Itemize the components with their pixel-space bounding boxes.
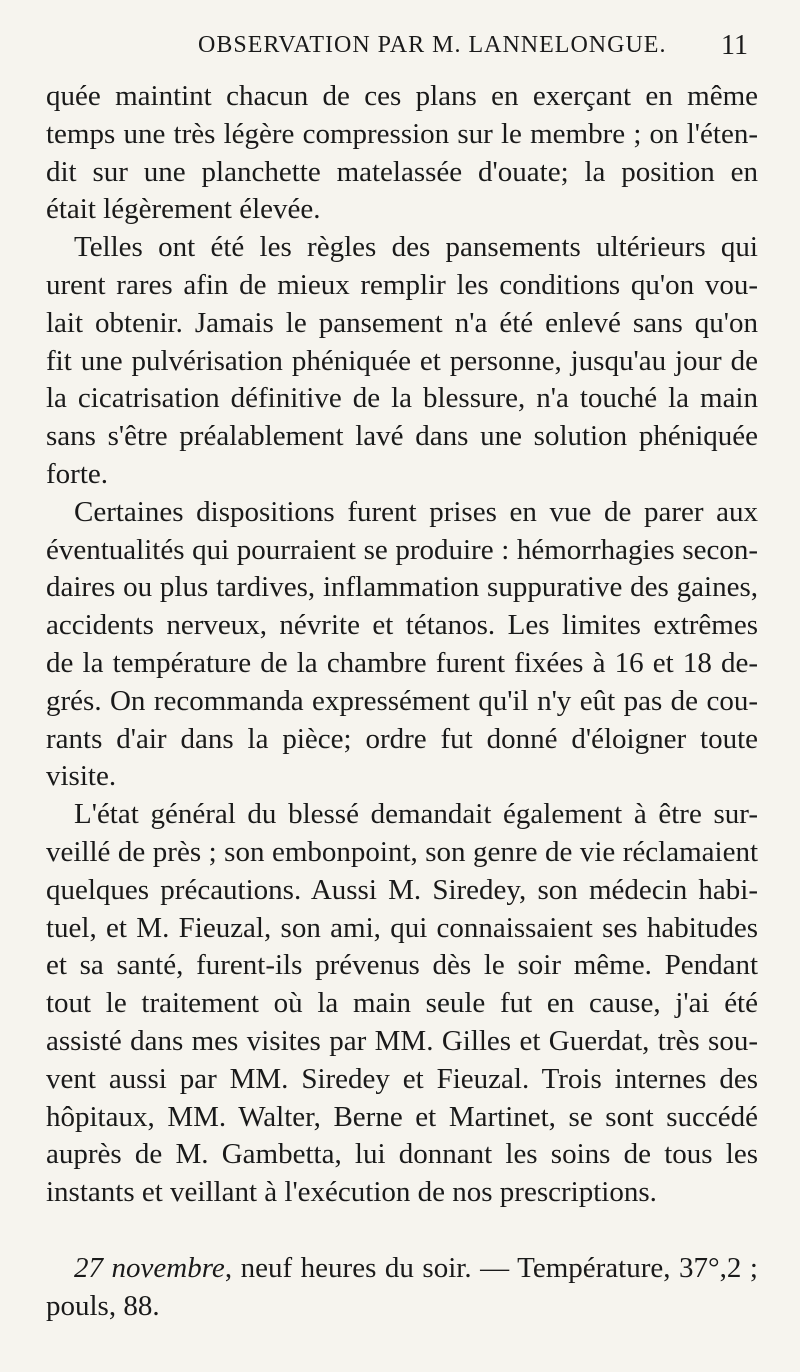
text-line: instants et veillant à l'exécution de nos prescriptions. xyxy=(46,1176,657,1209)
text-line: sans s'être préalablement lavé dans une solution phéniquée xyxy=(46,420,758,453)
text-line: temps une très légère compression sur le membre ; on l'éten- xyxy=(46,117,758,150)
text-line: quée maintint chacun de ces plans en exerçant en même xyxy=(46,80,758,112)
dated-entry xyxy=(46,1250,758,1326)
text-line: assisté dans mes visites par MM. Gilles et Guerdat, très sou- xyxy=(46,1024,758,1057)
text-line: forte. xyxy=(46,457,108,490)
paragraph xyxy=(46,796,758,1212)
running-head xyxy=(0,30,800,70)
text-line: lait obtenir. Jamais le pansement n'a été enlevé sans qu'on xyxy=(46,306,758,339)
text-line: fit une pulvérisation phéniquée et personne, jusqu'au jour de xyxy=(46,344,758,377)
text-line: rants d'air dans la pièce; ordre fut donné d'éloigner toute xyxy=(46,722,758,755)
text-line: visite. xyxy=(46,760,117,793)
entry-line: pouls, 88. xyxy=(46,1289,160,1322)
text-line: urent rares afin de mieux remplir les conditions qu'on vou- xyxy=(46,268,758,301)
paragraph xyxy=(46,78,758,229)
entry-line xyxy=(46,1250,758,1288)
entry-date: 27 novembre xyxy=(74,1251,225,1284)
paragraph xyxy=(46,494,758,796)
text-line: la cicatrisation définitive de la blessure, n'a touché la main xyxy=(46,382,758,415)
text-line: et sa santé, furent-ils prévenus dès le soir même. Pendant xyxy=(46,949,758,982)
text-line: Certaines dispositions furent prises en vue de parer aux xyxy=(74,495,758,528)
text-line: éventualités qui pourraient se produire : hémorrhagies secon- xyxy=(46,533,758,566)
text-line: Telles ont été les règles des pansements ultérieurs qui xyxy=(74,231,758,264)
text-line: grés. On recommanda expressément qu'il n'y eût pas de cou- xyxy=(46,684,758,717)
text-line: hôpitaux, MM. Walter, Berne et Martinet, se sont succédé xyxy=(46,1100,758,1133)
text-line: quelques précautions. Aussi M. Siredey, son médecin habi- xyxy=(46,873,758,906)
page-number: 11 xyxy=(721,30,748,61)
text-line: dit sur une planchette matelassée d'ouate; la position en xyxy=(46,155,758,188)
entry-text: , neuf heures du soir. — Température, 37°,2 ; xyxy=(224,1251,758,1284)
text-line: était légèrement élevée. xyxy=(46,193,321,226)
section-gap xyxy=(46,1212,758,1250)
paragraph xyxy=(46,229,758,494)
body-text xyxy=(46,78,758,1326)
text-line: daires ou plus tardives, inflammation suppurative des gaines, xyxy=(46,571,758,604)
text-line: L'état général du blessé demandait également à être sur- xyxy=(74,798,758,831)
text-line: veillé de près ; son embonpoint, son genre de vie réclamaient xyxy=(46,835,758,868)
text-line: tuel, et M. Fieuzal, son ami, qui connaissaient ses habitudes xyxy=(46,911,758,944)
text-line: accidents nerveux, névrite et tétanos. Les limites extrêmes xyxy=(46,609,758,642)
running-title: OBSERVATION PAR M. LANNELONGUE. xyxy=(198,32,667,58)
text-line: auprès de M. Gambetta, lui donnant les soins de tous les xyxy=(46,1138,758,1171)
text-line: tout le traitement où la main seule fut en cause, j'ai été xyxy=(46,987,758,1020)
text-line: de la température de la chambre furent fixées à 16 et 18 de- xyxy=(46,646,758,679)
text-line: vent aussi par MM. Siredey et Fieuzal. Trois internes des xyxy=(46,1062,758,1095)
